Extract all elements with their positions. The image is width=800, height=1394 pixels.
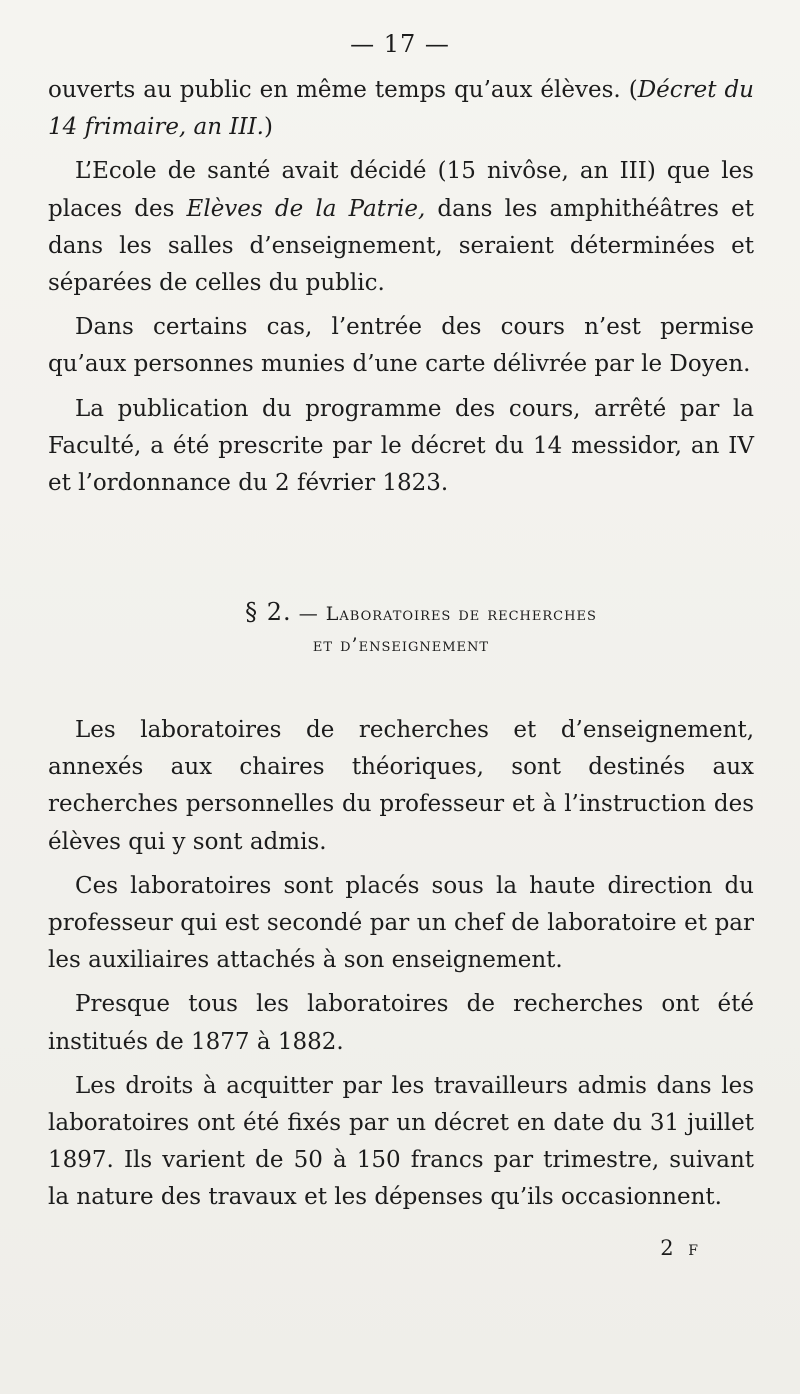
section-heading [48,598,754,626]
heading-dash: — [291,603,326,625]
paragraph [48,72,754,146]
signature-mark [660,1236,702,1260]
heading-line-1: Laboratoires de recherches [325,603,597,625]
text-block-bottom [48,712,754,1224]
italic-phrase: Elèves de la Patrie, [186,195,426,222]
section-symbol: § 2. [245,598,292,626]
signature-number: 2 [660,1236,678,1260]
paragraph [48,153,754,302]
paragraph: Les laboratoires de recherches et d’enseignement, annexés aux chaires théoriques, sont destinés aux recherches personnelles du professeur et à l’instruction des élèves qui y sont admis. [48,717,754,855]
text-run: dans les amphithéâtres et dans les salles d’enseignement, seraient déterminées et séparées de celles du public. [48,195,754,297]
paragraph: Dans certains cas, l’entrée des cours n’est permise qu’aux personnes munies d’une carte délivrée par le Doyen. [48,314,754,378]
paragraph: La publication du programme des cours, arrêté par la Faculté, a été prescrite par le décret du 14 messidor, an IV et l’ordonnance du 2 février 1823. [48,395,754,497]
paragraph: Ces laboratoires sont placés sous la haute direction du professeur qui est secondé par un chef de laboratoire et par les auxiliaires attachés à son enseignement. [48,872,754,974]
text-run: ) [263,114,273,141]
decree-citation: Décret du 14 frimaire, an III. [48,77,754,141]
signature-letter: F [688,1243,702,1259]
text-run: ouverts au public en même temps qu’aux élèves. ( [48,77,638,103]
text-run: L’Ecole de santé avait décidé (15 nivôse, an III) que les places des [48,158,754,222]
section-heading-line-2: et d’enseignement [312,634,490,656]
text-block-top [48,72,754,509]
paragraph: Les droits à acquitter par les travailleurs admis dans les laboratoires ont été fixés par un décret en date du 31 juillet 1897. Ils varient de 50 à 150 francs par trimestre, suivant la nature des travaux et les dépenses qu’ils occasionnent. [48,1072,754,1211]
page-number: — 17 — [350,30,450,58]
paragraph: Presque tous les laboratoires de recherches ont été institués de 1877 à 1882. [48,991,754,1055]
